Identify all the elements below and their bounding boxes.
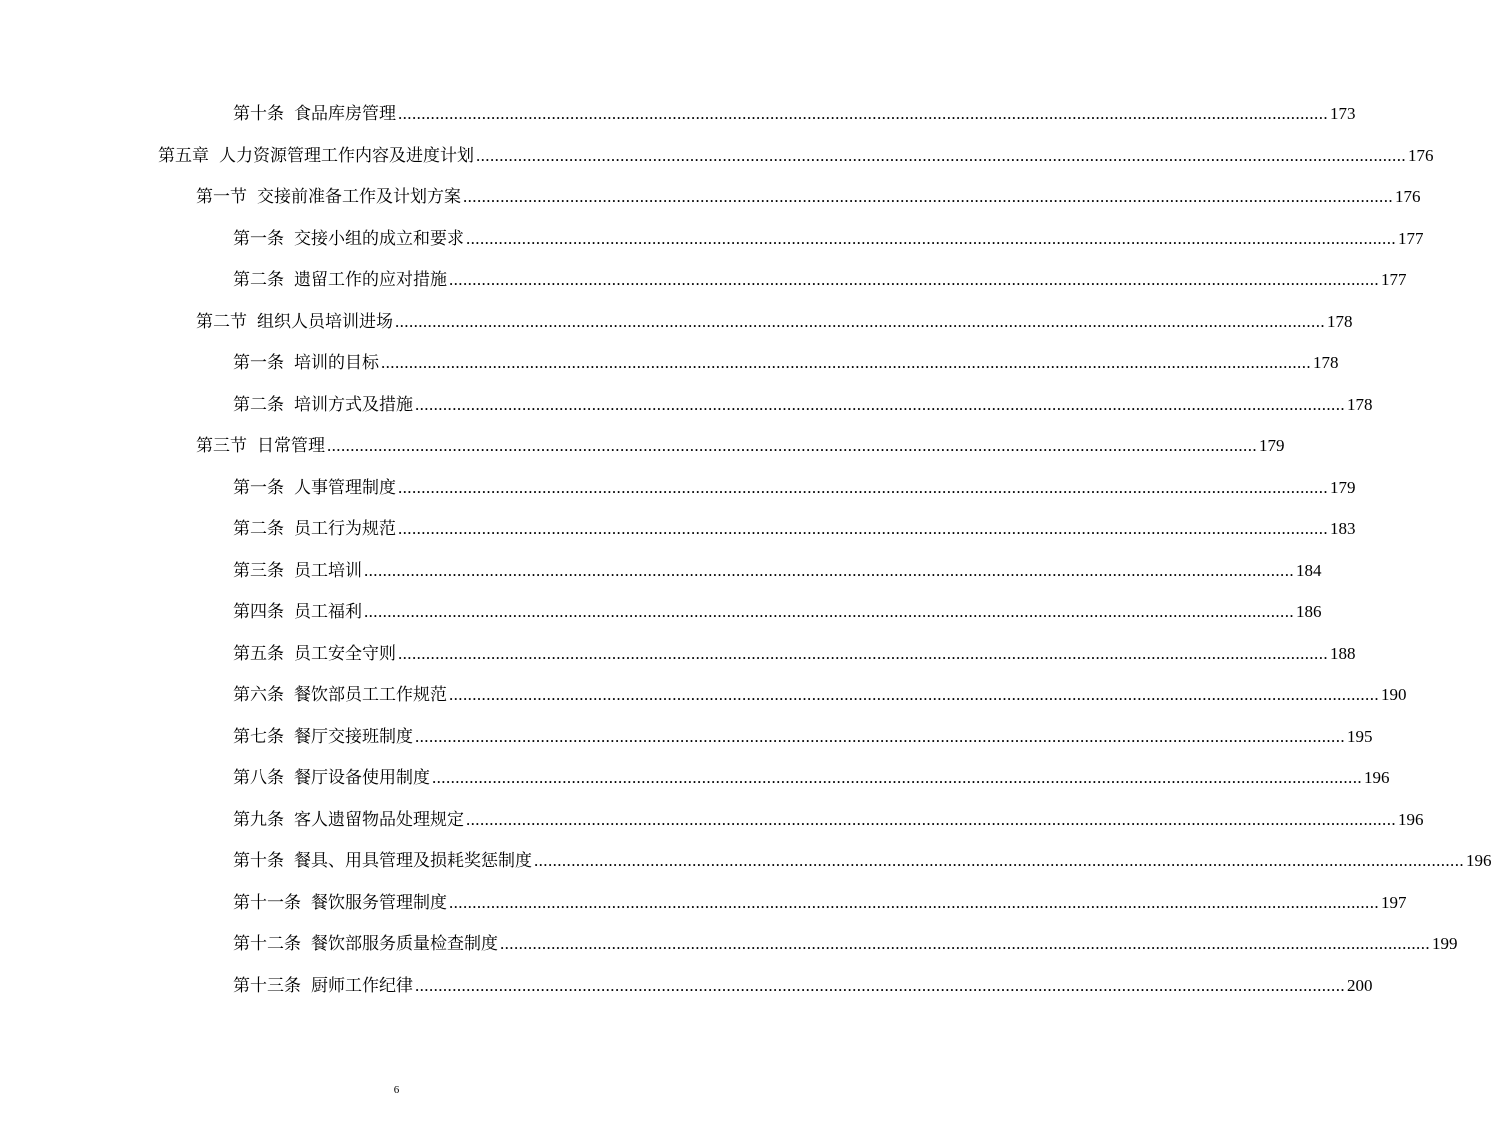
toc-entry-page: 190 — [1381, 685, 1407, 704]
dot-leader: ........................................................................................................................................................................................................ — [395, 312, 1325, 331]
toc-entry-title: 交接前准备工作及计划方案 — [257, 187, 461, 207]
toc-entry-title: 交接小组的成立和要求 — [294, 229, 464, 249]
dot-leader: ........................................................................................................................................................................................................ — [398, 478, 1328, 497]
toc-entry-number: 第四条 — [233, 602, 284, 622]
dot-leader: ........................................................................................................................................................................................................ — [327, 436, 1257, 455]
toc-entry-number: 第九条 — [233, 810, 284, 830]
toc-entry[interactable] — [233, 386, 1373, 416]
dot-leader: ........................................................................................................................................................................................................ — [432, 768, 1362, 787]
dot-leader: ........................................................................................................................................................................................................ — [449, 893, 1379, 912]
toc-entry[interactable] — [233, 261, 1407, 291]
toc-entry-title: 遗留工作的应对措施 — [294, 270, 447, 290]
dot-leader: ........................................................................................................................................................................................................ — [381, 353, 1311, 372]
toc-entry[interactable] — [233, 759, 1390, 789]
toc-entry-title: 人事管理制度 — [294, 478, 396, 498]
toc-entry-title: 日常管理 — [257, 436, 325, 456]
toc-entry-page: 176 — [1408, 146, 1434, 165]
dot-leader: ........................................................................................................................................................................................................ — [449, 685, 1379, 704]
dot-leader: ........................................................................................................................................................................................................ — [466, 229, 1396, 248]
toc-entry-number: 第一条 — [233, 478, 284, 498]
toc-entry-page: 200 — [1347, 976, 1373, 995]
toc-entry[interactable] — [233, 801, 1424, 831]
toc-entry-page: 197 — [1381, 893, 1407, 912]
dot-leader: ........................................................................................................................................................................................................ — [364, 602, 1294, 621]
toc-entry-title: 员工福利 — [294, 602, 362, 622]
toc-entry[interactable] — [233, 593, 1322, 623]
toc-entry-number: 第二条 — [233, 519, 284, 539]
dot-leader: ........................................................................................................................................................................................................ — [398, 519, 1328, 538]
toc-entry[interactable] — [196, 303, 1353, 333]
toc-entry-title: 客人遗留物品处理规定 — [294, 810, 464, 830]
toc-entry-title: 培训的目标 — [294, 353, 379, 373]
toc-entry-page: 178 — [1347, 395, 1373, 414]
dot-leader: ........................................................................................................................................................................................................ — [415, 976, 1345, 995]
toc-entry-title: 餐厅设备使用制度 — [294, 768, 430, 788]
toc-entry-title: 厨师工作纪律 — [311, 976, 413, 996]
toc-entry-number: 第二条 — [233, 270, 284, 290]
toc-entry-page: 179 — [1330, 478, 1356, 497]
dot-leader: ........................................................................................................................................................................................................ — [463, 187, 1393, 206]
toc-entry-title: 餐厅交接班制度 — [294, 727, 413, 747]
toc-entry-number: 第一条 — [233, 353, 284, 373]
toc-entry-page: 196 — [1398, 810, 1424, 829]
toc-entry[interactable] — [233, 220, 1424, 250]
toc-entry[interactable] — [196, 178, 1421, 208]
dot-leader: ........................................................................................................................................................................................................ — [364, 561, 1294, 580]
page-number: 6 — [393, 1084, 400, 1096]
dot-leader: ........................................................................................................................................................................................................ — [449, 270, 1379, 289]
toc-entry-page: 177 — [1381, 270, 1407, 289]
toc-entry-number: 第二节 — [196, 312, 247, 332]
toc-entry-number: 第十三条 — [233, 976, 301, 996]
dot-leader: ........................................................................................................................................................................................................ — [534, 851, 1464, 870]
toc-entry-number: 第十一条 — [233, 893, 301, 913]
toc-entry-page: 196 — [1466, 851, 1492, 870]
toc-entry-title: 员工行为规范 — [294, 519, 396, 539]
toc-entry-page: 186 — [1296, 602, 1322, 621]
dot-leader: ........................................................................................................................................................................................................ — [466, 810, 1396, 829]
toc-entry[interactable] — [158, 137, 1434, 167]
toc-entry-number: 第十二条 — [233, 934, 301, 954]
toc-entry-page: 199 — [1432, 934, 1458, 953]
dot-leader: ........................................................................................................................................................................................................ — [500, 934, 1430, 953]
toc-entry-page: 184 — [1296, 561, 1322, 580]
toc-entry-title: 餐饮服务管理制度 — [311, 893, 447, 913]
toc-entry-title: 食品库房管理 — [294, 104, 396, 124]
toc-entry-title: 员工安全守则 — [294, 644, 396, 664]
toc-entry-number: 第六条 — [233, 685, 284, 705]
toc-entry-number: 第五条 — [233, 644, 284, 664]
dot-leader: ........................................................................................................................................................................................................ — [398, 644, 1328, 663]
toc-entry[interactable] — [233, 884, 1407, 914]
toc-entry-page: 183 — [1330, 519, 1356, 538]
toc-entry-page: 173 — [1330, 104, 1356, 123]
toc-entry-title: 餐具、用具管理及损耗奖惩制度 — [294, 851, 532, 871]
toc-entry[interactable] — [233, 510, 1356, 540]
toc-entry-title: 餐饮部服务质量检查制度 — [311, 934, 498, 954]
toc-entry-page: 176 — [1395, 187, 1421, 206]
toc-entry-page: 188 — [1330, 644, 1356, 663]
toc-entry[interactable] — [196, 427, 1285, 457]
toc-entry-page: 195 — [1347, 727, 1373, 746]
toc-entry-number: 第二条 — [233, 395, 284, 415]
toc-entry-title: 人力资源管理工作内容及进度计划 — [219, 146, 474, 166]
toc-entry-number: 第一节 — [196, 187, 247, 207]
dot-leader: ........................................................................................................................................................................................................ — [415, 727, 1345, 746]
toc-entry-number: 第五章 — [158, 146, 209, 166]
toc-entry-title: 培训方式及措施 — [294, 395, 413, 415]
toc-entry[interactable] — [233, 344, 1339, 374]
toc-entry-title: 组织人员培训进场 — [257, 312, 393, 332]
toc-entry[interactable] — [233, 967, 1373, 997]
dot-leader: ........................................................................................................................................................................................................ — [476, 146, 1406, 165]
toc-entry[interactable] — [233, 925, 1458, 955]
toc-entry[interactable] — [233, 95, 1356, 125]
dot-leader: ........................................................................................................................................................................................................ — [398, 104, 1328, 123]
toc-entry-page: 196 — [1364, 768, 1390, 787]
toc-entry-number: 第七条 — [233, 727, 284, 747]
toc-entry[interactable] — [233, 842, 1492, 872]
toc-entry-title: 餐饮部员工工作规范 — [294, 685, 447, 705]
toc-entry-number: 第十条 — [233, 851, 284, 871]
toc-entry-number: 第八条 — [233, 768, 284, 788]
toc-entry[interactable] — [233, 635, 1356, 665]
toc-entry-number: 第一条 — [233, 229, 284, 249]
toc-entry-number: 第三节 — [196, 436, 247, 456]
toc-entry-number: 第三条 — [233, 561, 284, 581]
toc-entry-page: 177 — [1398, 229, 1424, 248]
toc-entry-page: 178 — [1327, 312, 1353, 331]
toc-entry-page: 179 — [1259, 436, 1285, 455]
toc-entry-page: 178 — [1313, 353, 1339, 372]
dot-leader: ........................................................................................................................................................................................................ — [415, 395, 1345, 414]
toc-entry[interactable] — [233, 676, 1407, 706]
toc-entry[interactable] — [233, 469, 1356, 499]
toc-entry[interactable] — [233, 552, 1322, 582]
toc-entry-number: 第十条 — [233, 104, 284, 124]
toc-entry-title: 员工培训 — [294, 561, 362, 581]
toc-entry[interactable] — [233, 718, 1373, 748]
